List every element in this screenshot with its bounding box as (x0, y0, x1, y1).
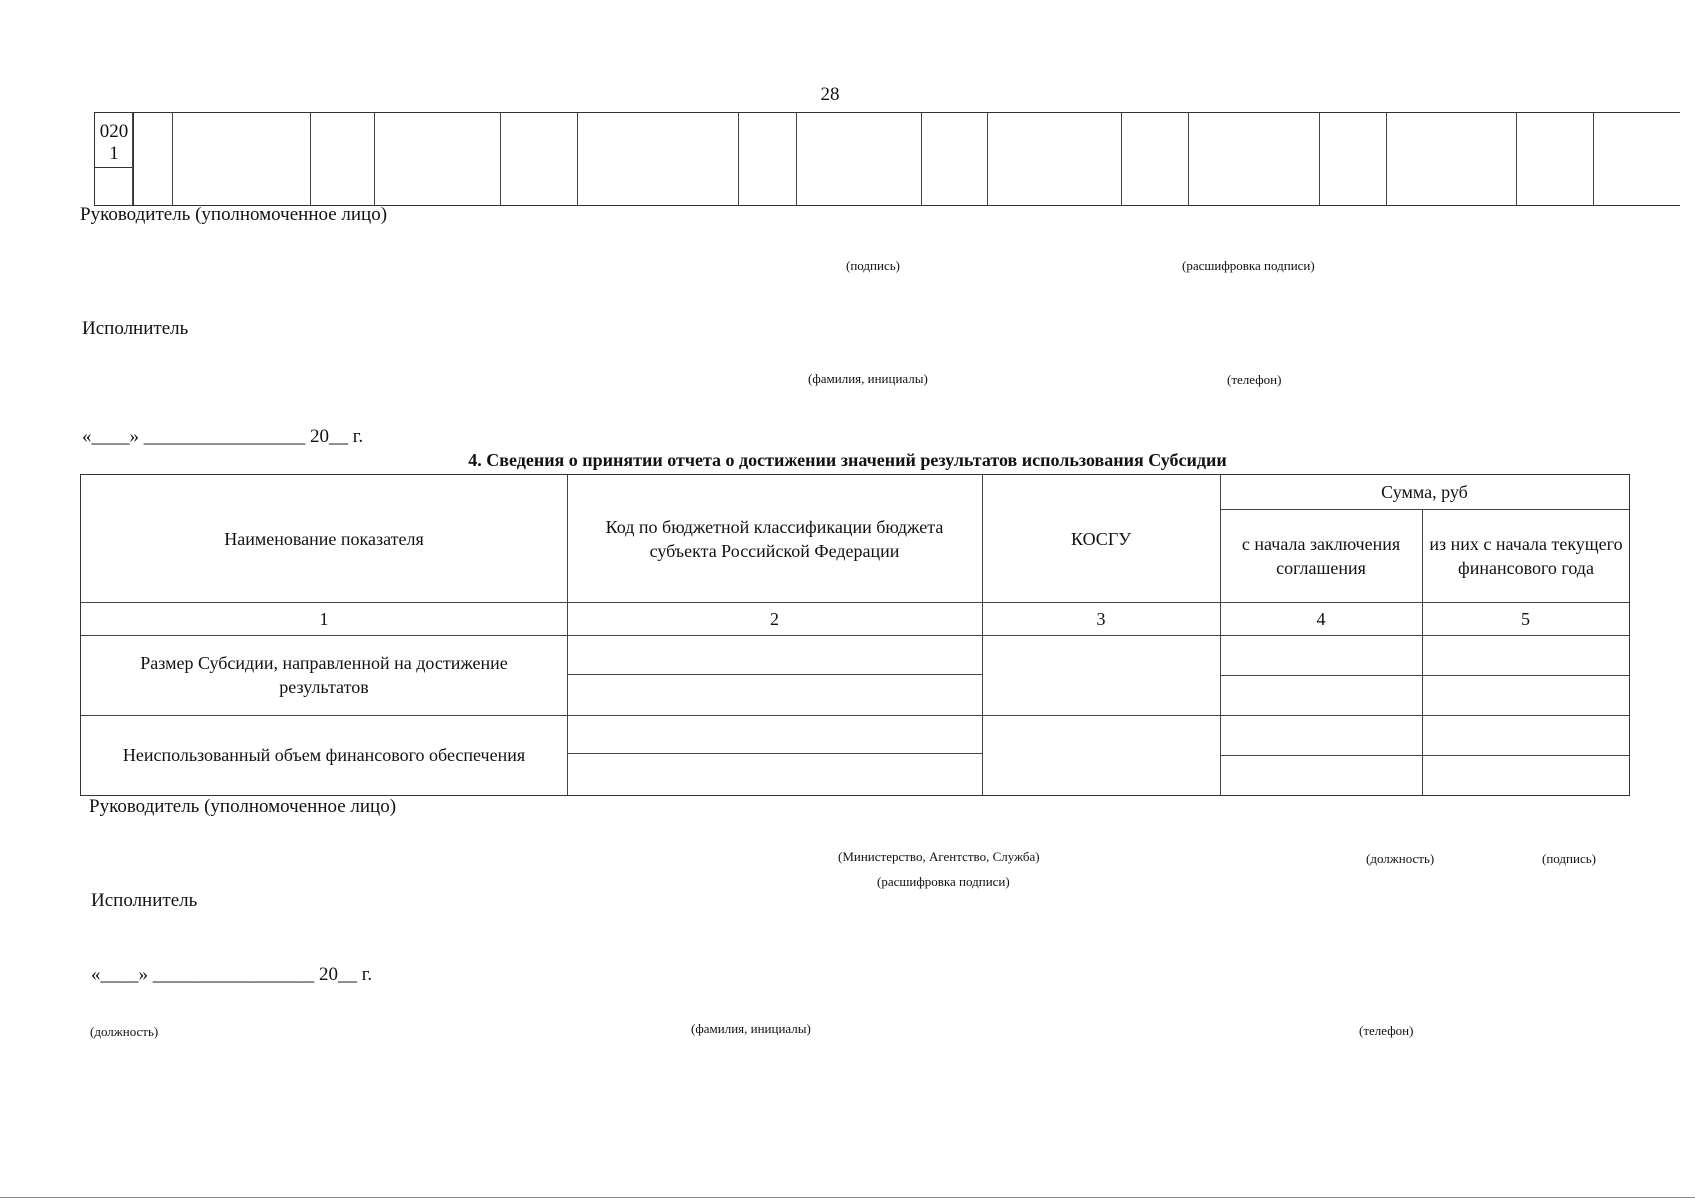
caption-name-initials-2: (фамилия, инициалы) (691, 1021, 811, 1036)
column-divider (500, 113, 501, 205)
column-divider (796, 113, 797, 205)
column-divider (921, 113, 922, 205)
row-divider (567, 753, 982, 754)
caption-agency: (Министерство, Агентство, Служба) (838, 849, 1040, 864)
row-code-cell (94, 113, 134, 205)
row-label-unused-volume: Неиспользованный объем финансового обеспечения (122, 745, 526, 765)
column-number: 1 (319, 608, 329, 629)
column-number: 4 (1316, 608, 1326, 629)
column-divider (1386, 113, 1387, 205)
executor-label: Исполнитель (82, 318, 189, 339)
column-divider (132, 113, 133, 205)
section-title: 4. Сведения о принятии отчета о достижении значений результатов использования Субсидии (468, 450, 1227, 470)
row-code-line1: 020 (99, 121, 129, 142)
column-number: 2 (770, 608, 779, 629)
page-number: 28 (820, 84, 840, 105)
column-divider (738, 113, 739, 205)
column-divider (987, 113, 988, 205)
column-divider (1516, 113, 1517, 205)
column-divider (310, 113, 311, 205)
column-divider (1422, 509, 1423, 795)
acceptance-table (80, 474, 1630, 796)
caption-signature-decoding: (расшифровка подписи) (1182, 258, 1315, 273)
header-since-year: из них с начала текущего финансового года (1429, 533, 1623, 578)
column-divider (1319, 113, 1320, 205)
caption-phone-2: (телефон) (1359, 1023, 1414, 1038)
column-number: 3 (1096, 608, 1106, 629)
column-divider (1593, 113, 1594, 205)
row-label-subsidy-size: Размер Субсидии, направленной на достижение результатов (140, 653, 508, 697)
header-sum-group: Сумма, руб (1381, 482, 1468, 502)
column-divider (374, 113, 375, 205)
header-indicator-name: Наименование показателя (224, 528, 424, 549)
page-edge-line (0, 1197, 1695, 1198)
row-code-line2: 1 (109, 143, 119, 164)
column-divider (172, 113, 173, 205)
row-divider (567, 674, 982, 675)
date-line-2: «____» _________________ 20__ г. (91, 964, 373, 985)
caption-signature-decoding-2: (расшифровка подписи) (877, 874, 1010, 889)
head-label: Руководитель (уполномоченное лицо) (80, 204, 388, 225)
continuation-table (94, 112, 1680, 206)
row-divider (1220, 755, 1629, 756)
header-since-agreement: с начала заключения соглашения (1241, 533, 1401, 578)
row-code-divider (95, 167, 133, 168)
column-divider (577, 113, 578, 205)
column-divider (1188, 113, 1189, 205)
caption-position-2: (должность) (90, 1024, 159, 1039)
caption-signature-2: (подпись) (1542, 851, 1596, 866)
header-budget-code: Код по бюджетной классификации бюджета субъекта Российской Федерации (605, 516, 944, 561)
header-kosgu: КОСГУ (1071, 528, 1131, 549)
date-line: «____» _________________ 20__ г. (82, 426, 364, 447)
executor-label-2: Исполнитель (91, 890, 198, 911)
row-divider (1220, 675, 1629, 676)
column-number: 5 (1521, 608, 1530, 629)
caption-name-initials: (фамилия, инициалы) (808, 371, 928, 386)
caption-signature: (подпись) (846, 258, 900, 273)
caption-position: (должность) (1366, 851, 1435, 866)
head-label-2: Руководитель (уполномоченное лицо) (89, 796, 397, 817)
column-divider (1121, 113, 1122, 205)
caption-phone: (телефон) (1227, 372, 1282, 387)
